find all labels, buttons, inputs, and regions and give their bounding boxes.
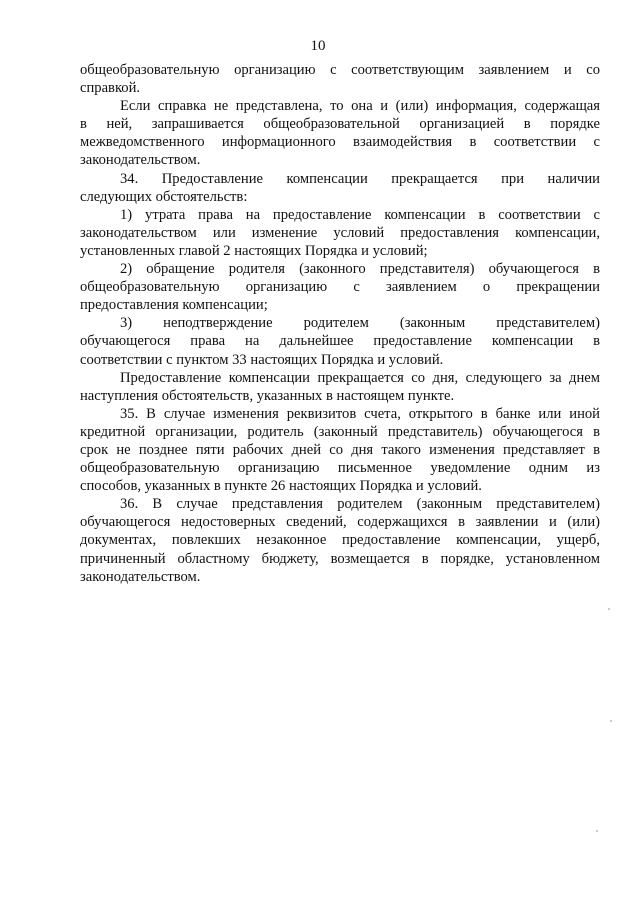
paragraph (80, 405, 600, 495)
text-line: 34. Предоставление компенсации прекращается при наличии (120, 170, 600, 187)
text-line: кредитной организации, родитель (законный представитель) обучающегося в (80, 423, 600, 440)
scan-speck (610, 720, 612, 722)
scan-speck (596, 830, 598, 832)
paragraph (80, 97, 600, 169)
text-line: 35. В случае изменения реквизитов счета, открытого в банке или иной (120, 405, 600, 422)
text-line: 1) утрата права на предоставление компенсации в соответствии с (120, 206, 600, 223)
text-line: установленных главой 2 настоящих Порядка и условий; (80, 242, 428, 259)
text-line: 36. В случае представления родителем (законным представителем) (120, 496, 600, 513)
text-line: способов, указанных в пункте 26 настоящих Порядка и условий. (80, 478, 482, 495)
text-line: обучающегося недостоверных сведений, содержащихся в заявлении и (или) (80, 514, 600, 531)
text-line: общеобразовательную организацию с заявлением о прекращении (80, 279, 600, 296)
text-line: предоставления компенсации; (80, 297, 268, 314)
document-body (80, 61, 600, 586)
text-line: 3) неподтверждение родителем (законным представителем) (120, 315, 600, 332)
paragraph (80, 495, 600, 585)
text-line: общеобразовательную организацию с соответствующим заявлением и со (80, 62, 600, 78)
paragraph (80, 206, 600, 260)
text-line: соответствии с пунктом 33 настоящих Порядка и условий. (80, 351, 444, 368)
page-number: 10 (310, 38, 326, 54)
text-line: законодательством или изменение условий предоставления компенсации, (80, 224, 600, 241)
text-line: 2) обращение родителя (законного представителя) обучающегося в (120, 261, 600, 278)
text-line: Если справка не представлена, то она и (или) информация, содержащая (120, 98, 600, 115)
scan-speck (608, 608, 610, 610)
text-line: причиненный областному бюджету, возмещается в порядке, установленном (80, 550, 600, 567)
text-line: законодательством. (80, 568, 201, 585)
text-line: следующих обстоятельств: (80, 188, 248, 205)
text-line: общеобразовательную организацию письменное уведомление одним из (80, 460, 600, 477)
text-line: наступления обстоятельств, указанных в настоящем пункте. (80, 387, 455, 404)
paragraph (80, 260, 600, 314)
paragraph (80, 314, 600, 368)
text-line: срок не позднее пяти рабочих дней со дня такого изменения представляет в (80, 441, 600, 458)
text-line: законодательством. (80, 152, 201, 169)
text-line: справкой. (80, 80, 141, 97)
text-line: межведомственного информационного взаимодействия в соответствии с (80, 134, 600, 151)
text-line: обучающегося права на дальнейшее предоставление компенсации в (80, 333, 600, 350)
text-line: Предоставление компенсации прекращается со дня, следующего за днем (120, 369, 600, 386)
paragraph (80, 61, 600, 97)
paragraph (80, 369, 600, 405)
text-line: документах, повлекших незаконное предоставление компенсации, ущерб, (80, 532, 600, 549)
paragraph (80, 170, 600, 206)
text-line: в ней, запрашивается общеобразовательной организацией в порядке (80, 116, 600, 133)
